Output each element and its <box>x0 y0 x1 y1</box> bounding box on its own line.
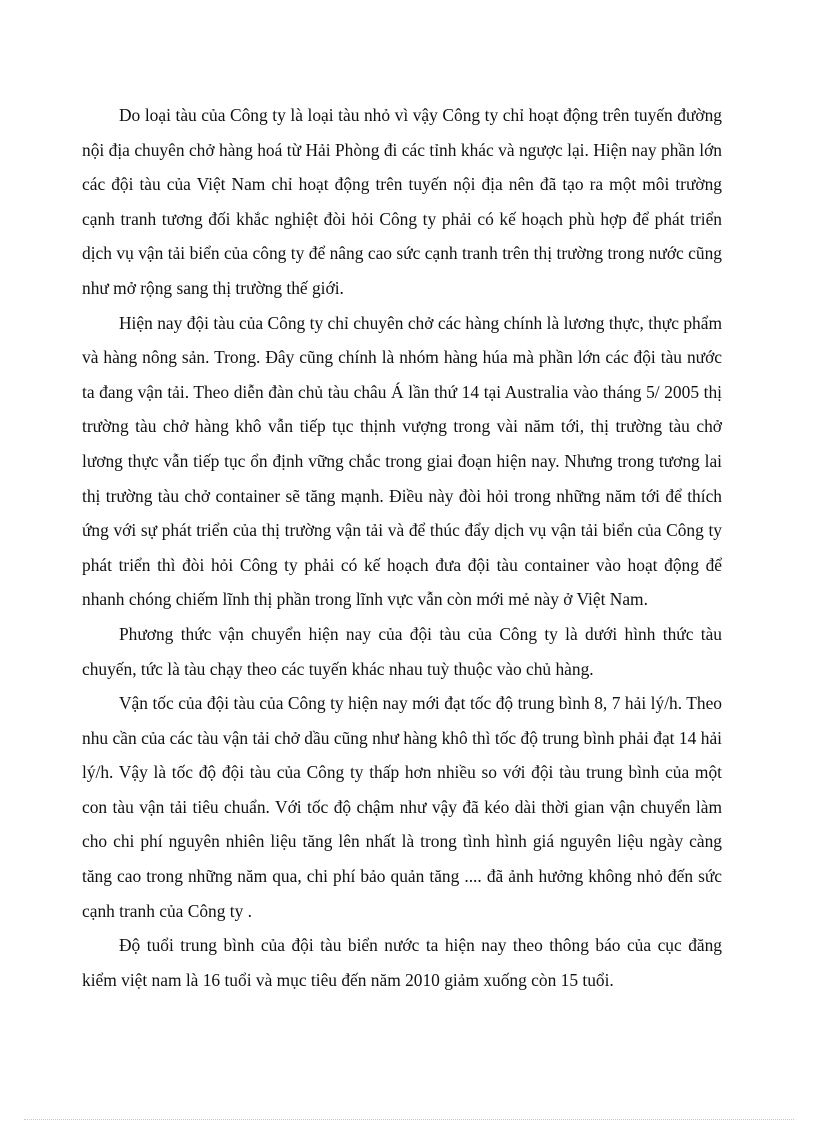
paragraph-fleet-speed: Vận tốc của đội tàu của Công ty hiện nay mới đạt tốc độ trung bình 8, 7 hải lý/h. Theo nhu cần của các tàu vận tải chở dầu cũng như hàng khô thì tốc độ trung bình phải đạt 14 hải lý/h. Vậy là tốc độ đội tàu của Công ty thấp hơn nhiều so với đội tàu trung bình của một con tàu vận tải tiêu chuẩn. Với tốc độ chậm như vậy đã kéo dài thời gian vận chuyển làm cho chi phí nguyên nhiên liệu tăng lên nhất là trong tình hình giá nguyên liệu ngày càng tăng cao trong những năm qua, chi phí bảo quản tăng .... đã ảnh hưởng không nhỏ đến sức cạnh tranh của Công ty . <box>82 693 722 921</box>
paragraph-fleet-age: Độ tuổi trung bình của đội tàu biển nước ta hiện nay theo thông báo của cục đăng kiểm việt nam là 16 tuổi và mục tiêu đến năm 2010 giảm xuống còn 15 tuổi. <box>82 935 722 990</box>
paragraph-transport-method: Phương thức vận chuyển hiện nay của đội tàu của Công ty là dưới hình thức tàu chuyến, tức là tàu chạy theo các tuyến khác nhau tuỳ thuộc vào chủ hàng. <box>82 623 722 679</box>
body-text <box>82 98 722 997</box>
page-bottom-border <box>24 1119 794 1120</box>
paragraph-fleet-domestic-routes: Do loại tàu của Công ty là loại tàu nhỏ vì vậy Công ty chỉ hoạt động trên tuyến đường nội địa chuyên chở hàng hoá từ Hải Phòng đi các tỉnh khác và ngược lại. Hiện nay phần lớn các đội tàu của Việt Nam chỉ hoạt động trên tuyến nội địa nên đã tạo ra một môi trường cạnh tranh tương đối khắc nghiệt đòi hỏi Công ty phải có kế hoạch phù hợp để phát triển dịch vụ vận tải biển của công ty để nâng cao sức cạnh tranh trên thị trường trong nước cũng như mở rộng sang thị trường thế giới. <box>82 105 722 298</box>
paragraph-cargo-types: Hiện nay đội tàu của Công ty chỉ chuyên chở các hàng chính là lương thực, thực phẩm và hàng nông sản. Trong. Đây cũng chính là nhóm hàng húa mà phần lớn các đội tàu nước ta đang vận tải. Theo diễn đàn chủ tàu châu Á lần thứ 14 tại Australia vào tháng 5/ 2005 thị trường tàu chở hàng khô vẫn tiếp tục thịnh vượng trong vài năm tới, thị trường tàu chở lương thực vẫn tiếp tục ổn định vững chắc trong giai đoạn hiện nay. Nhưng trong tương lai thị trường tàu chở container sẽ tăng mạnh. Điều này đòi hỏi trong những năm tới để thích ứng với sự phát triển của thị trường vận tải và để thúc đẩy dịch vụ vận tải biển của Công ty phát triển thì đòi hỏi Công ty phải có kế hoạch đưa đội tàu container vào hoạt động để nhanh chóng chiếm lĩnh thị phần trong lĩnh vực vẫn còn mới mẻ này ở Việt Nam. <box>82 312 722 610</box>
